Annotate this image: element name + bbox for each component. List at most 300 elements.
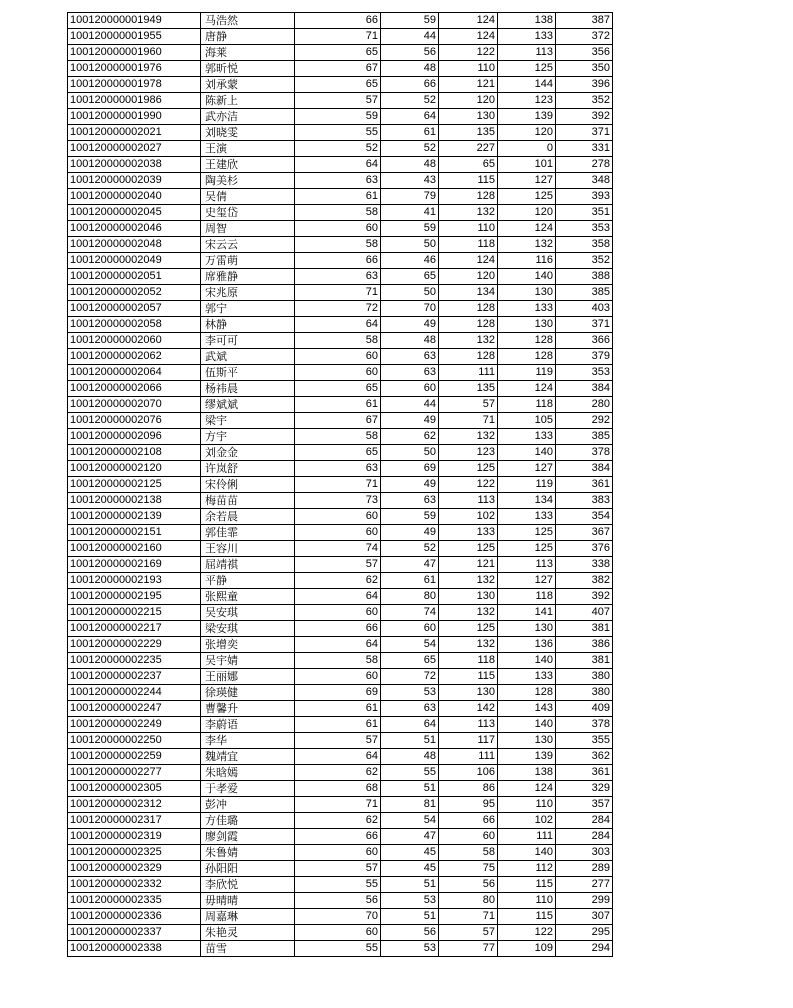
score-1-cell: 64: [295, 317, 381, 333]
score-4-cell: 111: [498, 829, 556, 845]
score-1-cell: 60: [295, 349, 381, 365]
score-1-cell: 59: [295, 109, 381, 125]
score-2-cell: 53: [381, 941, 439, 957]
score-2-cell: 56: [381, 45, 439, 61]
candidate-id-cell: 100120000002336: [68, 909, 201, 925]
score-2-cell: 47: [381, 557, 439, 573]
candidate-id-cell: 100120000002160: [68, 541, 201, 557]
score-1-cell: 63: [295, 269, 381, 285]
score-2-cell: 50: [381, 237, 439, 253]
candidate-id-cell: 100120000001960: [68, 45, 201, 61]
name-cell: 唐静: [201, 29, 295, 45]
name-cell: 彭冲: [201, 797, 295, 813]
score-3-cell: 106: [439, 765, 498, 781]
score-2-cell: 55: [381, 765, 439, 781]
score-4-cell: 139: [498, 109, 556, 125]
candidate-id-cell: 100120000002138: [68, 493, 201, 509]
table-row: [68, 445, 613, 461]
candidate-id-cell: 100120000002062: [68, 349, 201, 365]
table-row: [68, 141, 613, 157]
score-2-cell: 51: [381, 733, 439, 749]
score-3-cell: 132: [439, 637, 498, 653]
score-4-cell: 127: [498, 461, 556, 477]
candidate-id-cell: 100120000002046: [68, 221, 201, 237]
table-row: [68, 93, 613, 109]
candidate-id-cell: 100120000002193: [68, 573, 201, 589]
score-2-cell: 64: [381, 717, 439, 733]
score-2-cell: 59: [381, 221, 439, 237]
score-1-cell: 61: [295, 701, 381, 717]
score-3-cell: 128: [439, 349, 498, 365]
score-3-cell: 117: [439, 733, 498, 749]
table-row: [68, 221, 613, 237]
score-2-cell: 48: [381, 61, 439, 77]
name-cell: 王演: [201, 141, 295, 157]
score-3-cell: 132: [439, 205, 498, 221]
candidate-id-cell: 100120000002259: [68, 749, 201, 765]
score-2-cell: 56: [381, 925, 439, 941]
candidate-id-cell: 100120000002319: [68, 829, 201, 845]
total-cell: 331: [556, 141, 613, 157]
table-row: [68, 237, 613, 253]
total-cell: 382: [556, 573, 613, 589]
candidate-id-cell: 100120000002335: [68, 893, 201, 909]
table-row: [68, 941, 613, 957]
total-cell: 379: [556, 349, 613, 365]
score-3-cell: 118: [439, 653, 498, 669]
total-cell: 351: [556, 205, 613, 221]
total-cell: 284: [556, 813, 613, 829]
candidate-id-cell: 100120000002215: [68, 605, 201, 621]
candidate-id-cell: 100120000002249: [68, 717, 201, 733]
name-cell: 郭昕悦: [201, 61, 295, 77]
score-4-cell: 128: [498, 685, 556, 701]
score-2-cell: 66: [381, 77, 439, 93]
score-1-cell: 65: [295, 445, 381, 461]
name-cell: 余若晨: [201, 509, 295, 525]
score-2-cell: 52: [381, 93, 439, 109]
total-cell: 362: [556, 749, 613, 765]
name-cell: 王建欣: [201, 157, 295, 173]
score-2-cell: 50: [381, 445, 439, 461]
table-row: [68, 637, 613, 653]
total-cell: 366: [556, 333, 613, 349]
table-row: [68, 781, 613, 797]
candidate-id-cell: 100120000002195: [68, 589, 201, 605]
name-cell: 梁宇: [201, 413, 295, 429]
score-3-cell: 115: [439, 173, 498, 189]
score-1-cell: 58: [295, 333, 381, 349]
total-cell: 303: [556, 845, 613, 861]
score-1-cell: 64: [295, 589, 381, 605]
score-4-cell: 120: [498, 205, 556, 221]
table-row: [68, 717, 613, 733]
score-2-cell: 49: [381, 413, 439, 429]
name-cell: 周嘉琳: [201, 909, 295, 925]
score-3-cell: 134: [439, 285, 498, 301]
score-2-cell: 52: [381, 541, 439, 557]
score-3-cell: 113: [439, 493, 498, 509]
name-cell: 孙阳阳: [201, 861, 295, 877]
name-cell: 屈靖祺: [201, 557, 295, 573]
candidate-id-cell: 100120000002332: [68, 877, 201, 893]
table-row: [68, 573, 613, 589]
name-cell: 平静: [201, 573, 295, 589]
table-row: [68, 429, 613, 445]
score-3-cell: 66: [439, 813, 498, 829]
candidate-id-cell: 100120000001990: [68, 109, 201, 125]
score-1-cell: 69: [295, 685, 381, 701]
total-cell: 354: [556, 509, 613, 525]
score-1-cell: 63: [295, 173, 381, 189]
candidate-id-cell: 100120000002125: [68, 477, 201, 493]
total-cell: 392: [556, 109, 613, 125]
score-4-cell: 125: [498, 525, 556, 541]
score-3-cell: 95: [439, 797, 498, 813]
score-3-cell: 132: [439, 573, 498, 589]
score-4-cell: 130: [498, 621, 556, 637]
candidate-id-cell: 100120000002317: [68, 813, 201, 829]
score-1-cell: 56: [295, 893, 381, 909]
name-cell: 张增奕: [201, 637, 295, 653]
score-4-cell: 119: [498, 365, 556, 381]
total-cell: 352: [556, 253, 613, 269]
score-2-cell: 45: [381, 845, 439, 861]
table-row: [68, 205, 613, 221]
total-cell: 385: [556, 285, 613, 301]
score-2-cell: 64: [381, 109, 439, 125]
candidate-id-cell: 100120000002229: [68, 637, 201, 653]
score-1-cell: 64: [295, 749, 381, 765]
score-2-cell: 61: [381, 125, 439, 141]
score-1-cell: 67: [295, 413, 381, 429]
score-2-cell: 70: [381, 301, 439, 317]
total-cell: 367: [556, 525, 613, 541]
total-cell: 396: [556, 77, 613, 93]
score-4-cell: 124: [498, 221, 556, 237]
table-row: [68, 397, 613, 413]
table-row: [68, 541, 613, 557]
total-cell: 277: [556, 877, 613, 893]
candidate-id-cell: 100120000002027: [68, 141, 201, 157]
table-row: [68, 701, 613, 717]
table-row: [68, 621, 613, 637]
score-4-cell: 115: [498, 877, 556, 893]
candidate-id-cell: 100120000002066: [68, 381, 201, 397]
score-1-cell: 66: [295, 253, 381, 269]
candidate-id-cell: 100120000002329: [68, 861, 201, 877]
name-cell: 陈新上: [201, 93, 295, 109]
score-4-cell: 143: [498, 701, 556, 717]
table-row: [68, 669, 613, 685]
name-cell: 梅苗苗: [201, 493, 295, 509]
score-1-cell: 60: [295, 845, 381, 861]
score-3-cell: 132: [439, 605, 498, 621]
score-3-cell: 124: [439, 253, 498, 269]
score-1-cell: 66: [295, 829, 381, 845]
score-4-cell: 130: [498, 733, 556, 749]
score-4-cell: 101: [498, 157, 556, 173]
total-cell: 280: [556, 397, 613, 413]
candidate-id-cell: 100120000002250: [68, 733, 201, 749]
name-cell: 郭宁: [201, 301, 295, 317]
score-2-cell: 44: [381, 29, 439, 45]
score-2-cell: 53: [381, 685, 439, 701]
score-4-cell: 132: [498, 237, 556, 253]
score-3-cell: 113: [439, 717, 498, 733]
table-row: [68, 189, 613, 205]
score-4-cell: 141: [498, 605, 556, 621]
score-3-cell: 65: [439, 157, 498, 173]
total-cell: 385: [556, 429, 613, 445]
score-1-cell: 61: [295, 717, 381, 733]
table-row: [68, 317, 613, 333]
name-cell: 魏靖宜: [201, 749, 295, 765]
score-1-cell: 52: [295, 141, 381, 157]
candidate-id-cell: 100120000002096: [68, 429, 201, 445]
score-1-cell: 63: [295, 461, 381, 477]
score-3-cell: 57: [439, 925, 498, 941]
candidate-id-cell: 100120000002070: [68, 397, 201, 413]
name-cell: 李欣悦: [201, 877, 295, 893]
candidate-id-cell: 100120000002108: [68, 445, 201, 461]
table-row: [68, 157, 613, 173]
total-cell: 387: [556, 13, 613, 29]
total-cell: 378: [556, 717, 613, 733]
score-2-cell: 48: [381, 333, 439, 349]
name-cell: 武斌: [201, 349, 295, 365]
table-row: [68, 685, 613, 701]
table-row: [68, 893, 613, 909]
score-3-cell: 77: [439, 941, 498, 957]
candidate-id-cell: 100120000002277: [68, 765, 201, 781]
table-row: [68, 269, 613, 285]
score-4-cell: 113: [498, 557, 556, 573]
score-2-cell: 43: [381, 173, 439, 189]
name-cell: 吴安琪: [201, 605, 295, 621]
score-3-cell: 110: [439, 221, 498, 237]
score-2-cell: 59: [381, 509, 439, 525]
table-row: [68, 301, 613, 317]
candidate-id-cell: 100120000002235: [68, 653, 201, 669]
total-cell: 403: [556, 301, 613, 317]
score-3-cell: 75: [439, 861, 498, 877]
score-1-cell: 55: [295, 877, 381, 893]
score-1-cell: 66: [295, 621, 381, 637]
total-cell: 384: [556, 381, 613, 397]
candidate-id-cell: 100120000002325: [68, 845, 201, 861]
score-2-cell: 51: [381, 877, 439, 893]
score-1-cell: 71: [295, 477, 381, 493]
score-3-cell: 120: [439, 269, 498, 285]
table-row: [68, 285, 613, 301]
total-cell: 352: [556, 93, 613, 109]
total-cell: 278: [556, 157, 613, 173]
candidate-id-cell: 100120000002169: [68, 557, 201, 573]
score-4-cell: 118: [498, 397, 556, 413]
score-4-cell: 105: [498, 413, 556, 429]
total-cell: 383: [556, 493, 613, 509]
score-1-cell: 58: [295, 653, 381, 669]
score-4-cell: 120: [498, 125, 556, 141]
candidate-id-cell: 100120000002338: [68, 941, 201, 957]
score-2-cell: 52: [381, 141, 439, 157]
candidate-id-cell: 100120000001976: [68, 61, 201, 77]
table-row: [68, 653, 613, 669]
score-2-cell: 81: [381, 797, 439, 813]
name-cell: 梁安琪: [201, 621, 295, 637]
score-1-cell: 65: [295, 77, 381, 93]
score-4-cell: 125: [498, 541, 556, 557]
table-row: [68, 173, 613, 189]
name-cell: 万雷萌: [201, 253, 295, 269]
total-cell: 371: [556, 125, 613, 141]
name-cell: 周智: [201, 221, 295, 237]
name-cell: 杨祎晨: [201, 381, 295, 397]
total-cell: 372: [556, 29, 613, 45]
total-cell: 295: [556, 925, 613, 941]
score-1-cell: 60: [295, 669, 381, 685]
name-cell: 李可可: [201, 333, 295, 349]
score-1-cell: 68: [295, 781, 381, 797]
total-cell: 380: [556, 669, 613, 685]
score-4-cell: 138: [498, 765, 556, 781]
name-cell: 刘金金: [201, 445, 295, 461]
score-4-cell: 0: [498, 141, 556, 157]
score-4-cell: 125: [498, 189, 556, 205]
score-4-cell: 118: [498, 589, 556, 605]
score-1-cell: 71: [295, 285, 381, 301]
name-cell: 许岚舒: [201, 461, 295, 477]
table-row: [68, 829, 613, 845]
score-4-cell: 110: [498, 797, 556, 813]
name-cell: 苗雪: [201, 941, 295, 957]
score-4-cell: 140: [498, 717, 556, 733]
score-4-cell: 138: [498, 13, 556, 29]
score-2-cell: 51: [381, 909, 439, 925]
name-cell: 刘承蒙: [201, 77, 295, 93]
name-cell: 王丽娜: [201, 669, 295, 685]
candidate-id-cell: 100120000002058: [68, 317, 201, 333]
total-cell: 407: [556, 605, 613, 621]
table-row: [68, 29, 613, 45]
name-cell: 宋伶俐: [201, 477, 295, 493]
score-1-cell: 73: [295, 493, 381, 509]
total-cell: 361: [556, 765, 613, 781]
name-cell: 宋兆原: [201, 285, 295, 301]
table-row: [68, 765, 613, 781]
total-cell: 338: [556, 557, 613, 573]
score-4-cell: 110: [498, 893, 556, 909]
score-4-cell: 125: [498, 61, 556, 77]
score-2-cell: 49: [381, 317, 439, 333]
candidate-id-cell: 100120000002337: [68, 925, 201, 941]
score-3-cell: 58: [439, 845, 498, 861]
score-2-cell: 53: [381, 893, 439, 909]
score-1-cell: 61: [295, 189, 381, 205]
table-row: [68, 461, 613, 477]
name-cell: 李华: [201, 733, 295, 749]
total-cell: 284: [556, 829, 613, 845]
score-2-cell: 65: [381, 653, 439, 669]
total-cell: 378: [556, 445, 613, 461]
candidate-id-cell: 100120000002038: [68, 157, 201, 173]
score-1-cell: 64: [295, 157, 381, 173]
score-1-cell: 57: [295, 557, 381, 573]
score-2-cell: 49: [381, 477, 439, 493]
score-4-cell: 127: [498, 573, 556, 589]
score-3-cell: 135: [439, 125, 498, 141]
score-1-cell: 62: [295, 813, 381, 829]
candidate-id-cell: 100120000002021: [68, 125, 201, 141]
table-row: [68, 525, 613, 541]
score-1-cell: 74: [295, 541, 381, 557]
candidate-id-cell: 100120000002244: [68, 685, 201, 701]
table-row: [68, 125, 613, 141]
name-cell: 林静: [201, 317, 295, 333]
table-row: [68, 365, 613, 381]
score-3-cell: 118: [439, 237, 498, 253]
score-1-cell: 66: [295, 13, 381, 29]
score-3-cell: 124: [439, 29, 498, 45]
name-cell: 于孝爱: [201, 781, 295, 797]
name-cell: 席雅静: [201, 269, 295, 285]
score-2-cell: 63: [381, 493, 439, 509]
table-row: [68, 109, 613, 125]
score-3-cell: 71: [439, 413, 498, 429]
table-row: [68, 909, 613, 925]
score-4-cell: 144: [498, 77, 556, 93]
score-4-cell: 119: [498, 477, 556, 493]
score-3-cell: 133: [439, 525, 498, 541]
score-2-cell: 74: [381, 605, 439, 621]
score-2-cell: 60: [381, 621, 439, 637]
score-4-cell: 128: [498, 349, 556, 365]
candidate-id-cell: 100120000002040: [68, 189, 201, 205]
table-row: [68, 493, 613, 509]
candidate-id-cell: 100120000002139: [68, 509, 201, 525]
table-row: [68, 605, 613, 621]
candidate-id-cell: 100120000002060: [68, 333, 201, 349]
candidate-id-cell: 100120000002151: [68, 525, 201, 541]
total-cell: 355: [556, 733, 613, 749]
score-3-cell: 122: [439, 45, 498, 61]
table-row: [68, 797, 613, 813]
score-2-cell: 51: [381, 781, 439, 797]
score-3-cell: 124: [439, 13, 498, 29]
name-cell: 李蔚语: [201, 717, 295, 733]
score-1-cell: 61: [295, 397, 381, 413]
name-cell: 廖剑霞: [201, 829, 295, 845]
candidate-id-cell: 100120000002217: [68, 621, 201, 637]
score-1-cell: 57: [295, 93, 381, 109]
score-3-cell: 142: [439, 701, 498, 717]
table-row: [68, 77, 613, 93]
total-cell: 292: [556, 413, 613, 429]
score-2-cell: 54: [381, 637, 439, 653]
total-cell: 392: [556, 589, 613, 605]
score-4-cell: 140: [498, 269, 556, 285]
total-cell: 381: [556, 621, 613, 637]
candidate-id-cell: 100120000002312: [68, 797, 201, 813]
name-cell: 缪斌斌: [201, 397, 295, 413]
name-cell: 曹馨升: [201, 701, 295, 717]
total-cell: 307: [556, 909, 613, 925]
candidate-id-cell: 100120000002076: [68, 413, 201, 429]
score-4-cell: 124: [498, 381, 556, 397]
score-2-cell: 80: [381, 589, 439, 605]
candidate-id-cell: 100120000002237: [68, 669, 201, 685]
